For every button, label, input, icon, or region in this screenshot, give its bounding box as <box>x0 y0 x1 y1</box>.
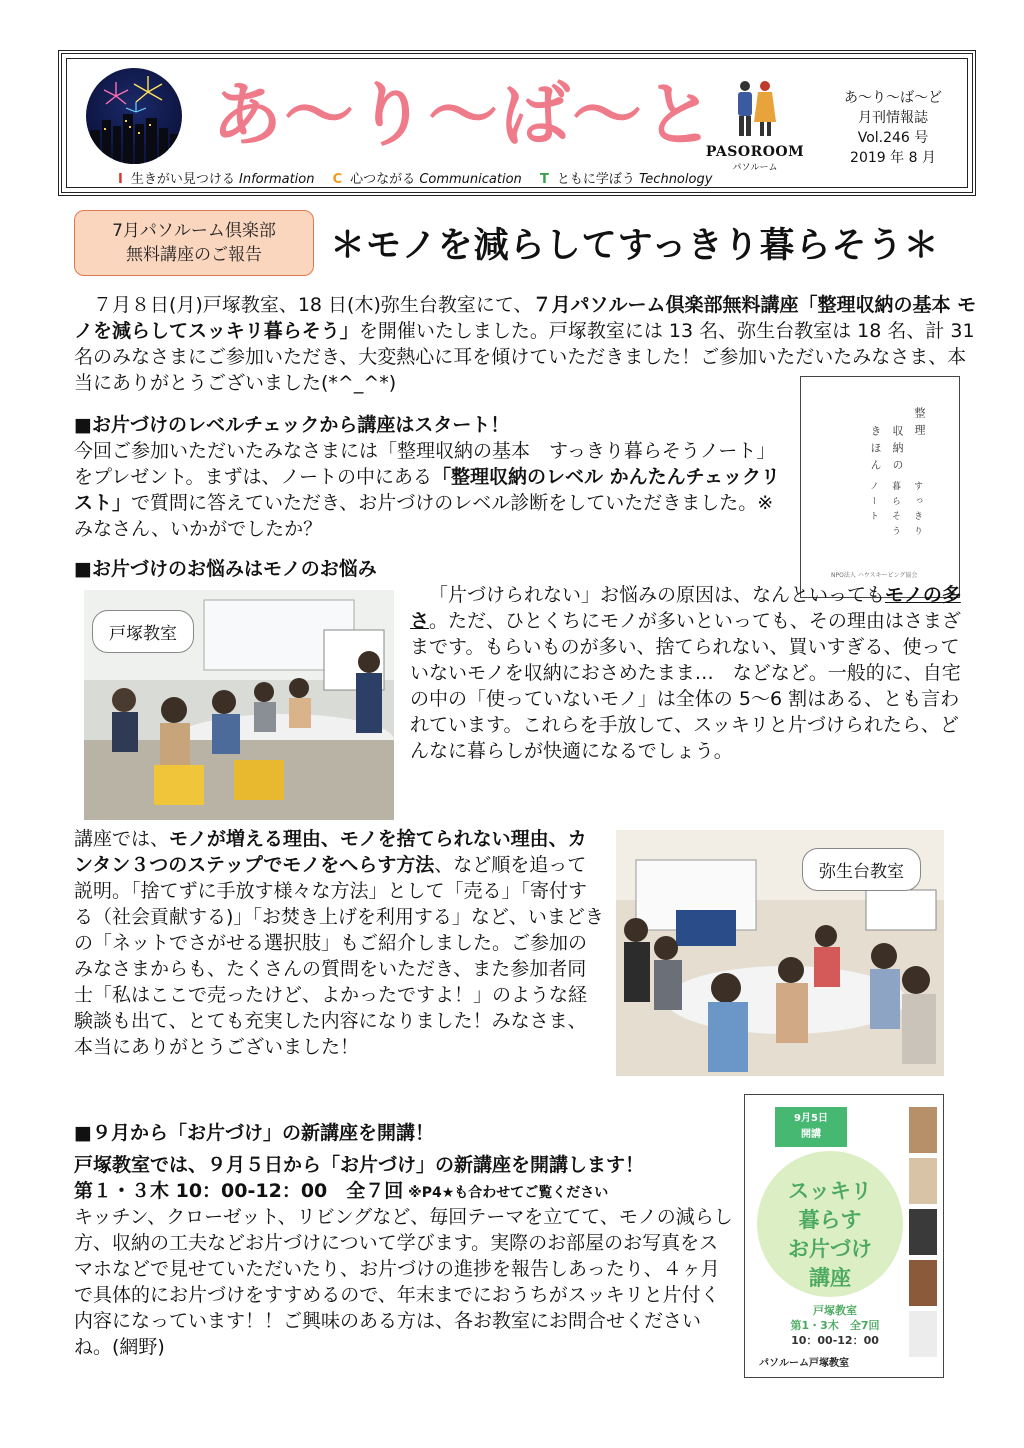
level-check-paragraph <box>74 438 786 542</box>
report-badge <box>74 210 314 276</box>
book-subtitle-col-2: 暮らそう <box>890 481 900 541</box>
new-course-announcement: 戸塚教室では、９月５日から「お片づけ」の新講座を開講します！ <box>74 1154 645 1176</box>
course-content-paragraph <box>74 826 604 1060</box>
flyer-time: 10：00-12：00 <box>791 1334 879 1347</box>
brand-kana: パソルーム <box>732 163 778 173</box>
flyer-photo-2 <box>909 1158 937 1204</box>
course-text-c: 、など順を追って説明。「捨てずに手放す様々な方法」として「売る」「寄付する（社会貢献する)」「お焚き上げを利用する」など、いまどきの「ネットでさがせる選択肢」もご紹介しました。ご参加のみなさまからも、たくさんの質問をいただき、また参加者同士「私はここで売ったけど、よかったですよ！」のような経験談も出て、とても充実した内容になりました！みなさま、本当にありがとうございました！ <box>74 854 604 1058</box>
tagline-jp-1: 生きがい見つける <box>130 172 235 187</box>
course-text-bold: モノが増える理由、モノを捨てられない理由、カンタン３つのステップでモノをへらす方法 <box>74 828 587 876</box>
book-title-col-1: 整理 <box>913 407 926 441</box>
tagline-letter-c: C <box>332 172 343 187</box>
flyer-date-box <box>775 1107 847 1147</box>
book-subtitle-col-3: ノート <box>868 481 878 526</box>
notebook-cover-image <box>800 376 960 598</box>
issue-name: あ〜り〜ば〜ど <box>844 90 942 106</box>
flyer-photo-strip <box>909 1107 937 1362</box>
level-check-text-c: で質問に答えていただき、お片づけのレベル診断をしていただきました。※みなさん、いかがでしたか？ <box>74 492 774 540</box>
level-check-text-bold: 「整理収納のレベル かんたんチェックリスト」 <box>74 466 781 514</box>
schedule-note: ※P4★も合わせてご覧ください <box>403 1185 609 1201</box>
flyer-title-line-4: 講座 <box>809 1266 851 1290</box>
fireworks-icon <box>86 68 182 164</box>
worries-text-c: 。ただ、ひとくちにモノが多いといっても、その理由はさまざまです。もらいものが多い、捨てられない、買いすぎる、使っていないモノを収納におさめたまま… などなど。一般的に、自宅の中の「使っていないモノ」は全体の 5〜6 割はある、とも言われています。これらを手放して、スッキリと片づけられたら、どんなに暮らしが快適になるでしょう。 <box>410 610 961 762</box>
flyer-title-line-1: スッキリ <box>788 1179 872 1203</box>
brand-name: PASOROOM <box>705 144 805 160</box>
fireworks-logo <box>86 68 182 164</box>
pasoroom-logo <box>700 78 810 173</box>
intro-text-a: ７月８日(月)戸塚教室、18 日(木)弥生台教室にて、 <box>93 294 533 316</box>
badge-line-2: 無料講座のご報告 <box>126 245 262 265</box>
book-publisher: NPO法人 ハウスキーピング協会 <box>831 572 918 579</box>
flyer-date: 9月5日 <box>794 1113 828 1124</box>
issue-date: 2019 年 8 月 <box>850 150 936 166</box>
tagline-letter-t: T <box>539 172 549 187</box>
section-heading-new-course: ■９月から「お片づけ」の新講座を開講！ <box>74 1122 434 1144</box>
flyer-place: 戸塚教室 <box>813 1304 857 1317</box>
flyer-photo-4 <box>909 1260 937 1306</box>
book-title-col-2: 収納の <box>891 425 904 476</box>
flyer-photo-1 <box>909 1107 937 1153</box>
course-flyer-image <box>744 1094 944 1378</box>
article-title: ＊モノを減らしてすっきり暮らそう＊ <box>330 226 940 266</box>
issue-type: 月刊情報誌 <box>858 110 928 126</box>
level-check-text-a: 今回ご参加いただいたみなさまには「整理収納の基本 すっきり暮らそうノート」をプレゼント。まずは、ノートの中にある <box>74 440 776 488</box>
section-heading-worries: ■お片づけのお悩みはモノのお悩み <box>74 558 377 580</box>
new-course-paragraph: キッチン、クローゼット、リビングなど、毎回テーマを立てて、モノの減らし方、収納の工夫などお片づけについて学びます。実際のお部屋のお写真をスマホなどで見せていただいたり、お片づけの進捗を報告しあったり、４ヶ月で具体的にお片づけをすすめるので、年末までにおうちがスッキリと片付く内容になっています！！ご興味のある方は、各お教室にお問合せくださいね。(網野) <box>74 1206 733 1358</box>
schedule-text: 第１・３木 10：00-12：00 全７回 <box>74 1180 404 1202</box>
intro-text-bold: ７月パソルーム倶楽部無料講座「整理収納の基本 モノを減らしてスッキリ暮らそう」 <box>74 294 977 342</box>
tagline <box>118 168 726 187</box>
tagline-letter-i: I <box>118 172 123 187</box>
intro-text-c: を開催いたしました。戸塚教室には 13 名、弥生台教室は 18 名、計 31 名のみなさまにご参加いただき、大変熱心に耳を傾けていただきました！ご参加いただいたみなさま、本当にありがとうございました(*^_^*) <box>74 320 975 394</box>
worries-text-a: 「片づけられない」お悩みの原因は、なんといっても <box>429 584 886 606</box>
flyer-title-line-2: 暮らす <box>798 1208 862 1232</box>
book-title-col-3: きほん <box>869 425 882 476</box>
flyer-info <box>757 1303 913 1348</box>
couple-figures-icon <box>725 78 785 138</box>
flyer-photo-3 <box>909 1209 937 1255</box>
worries-paragraph <box>410 582 974 764</box>
tagline-jp-3: ともに学ぼう <box>556 172 635 187</box>
worries-text-bold: モノの多さ <box>410 584 961 632</box>
badge-line-1: 7月パソルーム倶楽部 <box>112 221 276 241</box>
yayoidai-label-bubble: 弥生台教室 <box>802 848 921 891</box>
book-subtitle-col-1: すっきり <box>912 481 922 541</box>
issue-info <box>828 88 958 168</box>
course-text-a: 講座では、 <box>74 828 170 850</box>
tagline-en-3: Technology <box>638 172 713 187</box>
new-course-schedule <box>74 1178 734 1206</box>
flyer-title-line-3: お片づけ <box>788 1237 872 1261</box>
section-heading-level-check: ■お片づけのレベルチェックから講座はスタート！ <box>74 414 510 436</box>
tagline-en-1: Information <box>239 172 315 187</box>
flyer-title <box>757 1177 903 1293</box>
tagline-en-2: Communication <box>419 172 522 187</box>
flyer-photo-5 <box>909 1311 937 1357</box>
issue-volume: Vol.246 号 <box>857 130 929 146</box>
newsletter-title: あ〜り〜ば〜と <box>212 74 716 156</box>
totsuka-label-bubble: 戸塚教室 <box>92 610 194 653</box>
tagline-jp-2: 心つながる <box>350 172 416 187</box>
flyer-schedule: 第1・3木 全7回 <box>790 1319 880 1332</box>
flyer-footer: パソルーム戸塚教室 <box>759 1358 849 1369</box>
flyer-opening: 開講 <box>801 1129 821 1140</box>
